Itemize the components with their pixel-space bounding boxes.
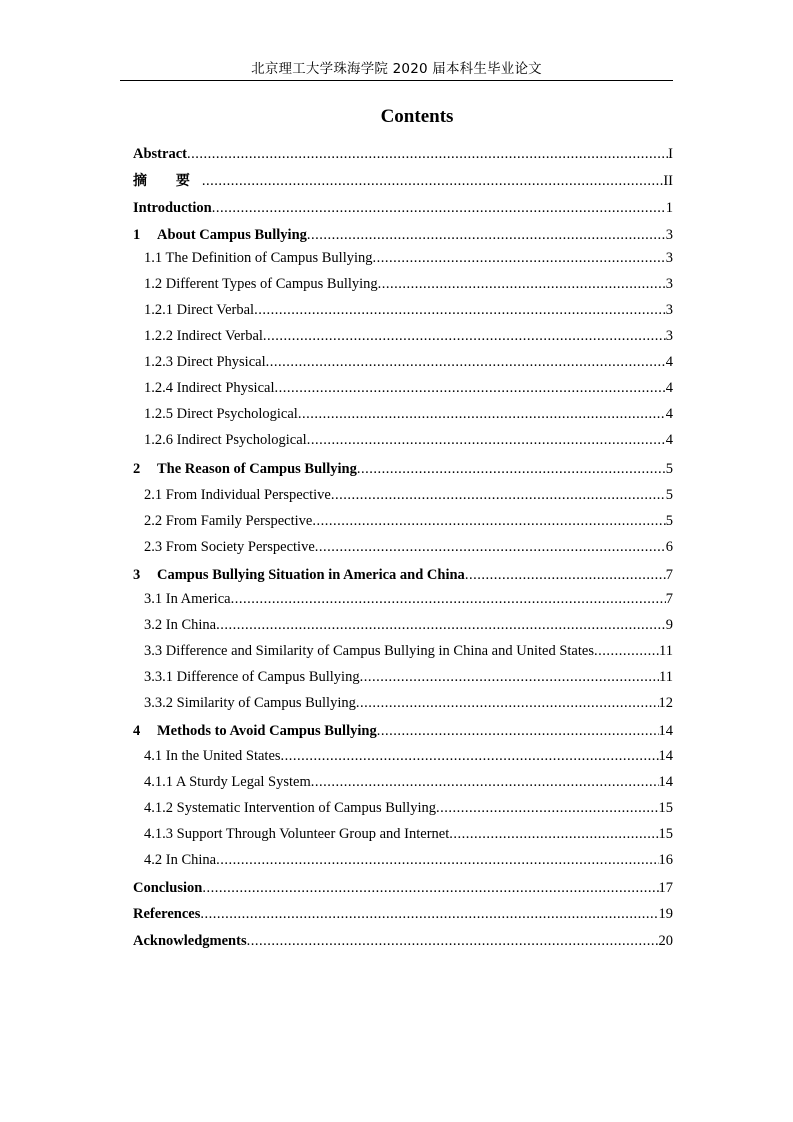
toc-dot-leader (331, 485, 666, 505)
toc-dot-leader (187, 144, 668, 164)
toc-entry-title (133, 904, 200, 924)
toc-entry-text: 1.1 The Definition of Campus Bullying (144, 250, 373, 266)
toc-entry-text: 1.2.4 Indirect Physical (144, 380, 275, 396)
toc-entry-title (144, 378, 274, 398)
toc-entry-title (133, 931, 247, 951)
toc-dot-leader (373, 248, 666, 268)
toc-page-number: 3 (665, 227, 673, 243)
toc-entry-title (133, 459, 357, 479)
toc-entry-text: Acknowledgments (133, 933, 247, 949)
toc-entry[interactable] (144, 589, 673, 609)
toc-entry-title (133, 198, 212, 218)
toc-entry-text: 1.2.6 Indirect Psychological (144, 432, 307, 448)
toc-entry-title (144, 693, 356, 713)
toc-dot-leader (216, 615, 666, 635)
toc-entry-text: 摘 要 (133, 173, 202, 189)
toc-entry[interactable] (133, 225, 673, 245)
toc-entry-title (144, 248, 373, 268)
toc-page-number: 11 (659, 669, 673, 685)
toc-entry[interactable] (133, 878, 673, 898)
toc-entry-text: 1.2.5 Direct Psychological (144, 406, 298, 422)
toc-page-number: 3 (665, 250, 673, 266)
toc-dot-leader (377, 721, 659, 741)
toc-dot-leader (357, 459, 666, 479)
toc-page-number: 7 (665, 567, 673, 583)
toc-page-number: 1 (665, 200, 673, 216)
toc-page-number: 3 (665, 302, 673, 318)
toc-page-number: 16 (658, 852, 673, 868)
toc-entry-text: 1.2 Different Types of Campus Bullying (144, 276, 378, 292)
toc-dot-leader (315, 537, 666, 557)
toc-entry[interactable] (144, 850, 673, 870)
toc-entry[interactable] (133, 721, 673, 741)
toc-entry-title (144, 326, 263, 346)
toc-entry-title (144, 352, 266, 372)
toc-page-number: 4 (665, 354, 673, 370)
toc-entry-title (144, 537, 315, 557)
toc-entry[interactable] (144, 746, 673, 766)
toc-dot-leader (360, 667, 659, 687)
toc-entry[interactable] (133, 904, 673, 924)
toc-dot-leader (436, 798, 659, 818)
toc-entry[interactable] (144, 667, 673, 687)
toc-entry[interactable] (144, 485, 673, 505)
toc-entry[interactable] (144, 824, 673, 844)
toc-dot-leader (231, 589, 666, 609)
toc-entry[interactable] (133, 931, 673, 951)
toc-entry-text: 4.2 In China (144, 852, 217, 868)
toc-entry-text: References (133, 906, 201, 922)
page-title: Contents (380, 106, 454, 127)
toc-entry-text: 1.2.2 Indirect Verbal (144, 328, 263, 344)
toc-page-number: 7 (665, 591, 673, 607)
toc-page-number: 5 (665, 513, 673, 529)
toc-entry-title (144, 300, 254, 320)
toc-entry-title (144, 485, 331, 505)
toc-entry-title (144, 430, 307, 450)
toc-entry-text: 4.1.1 A Sturdy Legal System (144, 774, 311, 790)
toc-page-number: 15 (658, 800, 673, 816)
toc-entry-text: 4.1.2 Systematic Intervention of Campus Bullying (144, 800, 436, 816)
toc-entry-text: Conclusion (133, 880, 203, 896)
toc-dot-leader (312, 511, 665, 531)
toc-page-number: 5 (665, 461, 673, 477)
toc-entry-title (144, 404, 298, 424)
toc-entry[interactable] (144, 615, 673, 635)
toc-dot-leader (307, 225, 666, 245)
toc-page-number: 20 (658, 933, 673, 949)
toc-page-number: II (663, 173, 673, 189)
toc-dot-leader (254, 300, 666, 320)
toc-dot-leader (200, 904, 658, 924)
toc-page-number: 14 (658, 774, 673, 790)
toc-entry[interactable] (144, 430, 673, 450)
toc-entry-title (133, 171, 202, 191)
toc-entry[interactable] (144, 537, 673, 557)
toc-page-number: 3 (665, 328, 673, 344)
toc-page-number: 4 (665, 380, 673, 396)
toc-entry-text: 3.3.1 Difference of Campus Bullying (144, 669, 360, 685)
toc-entry[interactable] (144, 641, 673, 661)
toc-dot-leader (465, 565, 666, 585)
toc-dot-leader (378, 274, 666, 294)
toc-entry-title (133, 721, 377, 741)
toc-entry-text: About Campus Bullying (157, 227, 307, 243)
toc-entry-title (144, 772, 311, 792)
toc-entry-title (144, 667, 360, 687)
toc-entry[interactable] (144, 326, 673, 346)
toc-entry-text: Introduction (133, 200, 212, 216)
toc-dot-leader (274, 378, 665, 398)
toc-entry-title (144, 274, 378, 294)
page-header: 北京理工大学珠海学院 2020 届本科生毕业论文 (251, 61, 542, 77)
toc-entry-text: 1.2.3 Direct Physical (144, 354, 266, 370)
header-rule (120, 80, 673, 81)
toc-dot-leader (212, 198, 666, 218)
toc-entry[interactable] (133, 144, 673, 164)
toc-entry-text: 1.2.1 Direct Verbal (144, 302, 255, 318)
toc-page-number: I (668, 146, 673, 162)
toc-dot-leader (311, 772, 659, 792)
toc-dot-leader (356, 693, 659, 713)
toc-entry-title (144, 824, 449, 844)
toc-entry-title (144, 798, 436, 818)
toc-entry[interactable] (144, 772, 673, 792)
toc-entry-title (144, 511, 312, 531)
toc-entry-title (133, 565, 465, 585)
toc-entry-text: 2.1 From Individual Perspective (144, 487, 331, 503)
toc-dot-leader (594, 641, 659, 661)
toc-dot-leader (298, 404, 666, 424)
toc-entry-text: 2.2 From Family Perspective (144, 513, 313, 529)
toc-entry-title (144, 589, 231, 609)
toc-entry-number: 3 (133, 567, 141, 583)
toc-page-number: 11 (659, 643, 673, 659)
toc-page-number: 15 (658, 826, 673, 842)
toc-page-number: 3 (665, 276, 673, 292)
toc-page-number: 19 (658, 906, 673, 922)
toc-entry-title (144, 746, 281, 766)
toc-entry-text: 3.3 Difference and Similarity of Campus Bullying in China and United States (144, 643, 594, 659)
toc-entry-text: 4.1.3 Support Through Volunteer Group and Internet (144, 826, 450, 842)
toc-entry[interactable] (144, 404, 673, 424)
toc-entry-text: Campus Bullying Situation in America and China (157, 567, 465, 583)
toc-entry-number: 4 (133, 723, 141, 739)
toc-dot-leader (266, 352, 666, 372)
toc-entry[interactable] (144, 798, 673, 818)
toc-entry[interactable] (144, 378, 673, 398)
toc-entry-text: 3.1 In America (144, 591, 231, 607)
toc-entry-title (144, 615, 216, 635)
toc-entry-number: 1 (133, 227, 141, 243)
toc-entry-text: 4.1 In the United States (144, 748, 281, 764)
toc-page-number: 14 (658, 748, 673, 764)
toc-entry[interactable] (144, 352, 673, 372)
toc-entry-text: 2.3 From Society Perspective (144, 539, 315, 555)
toc-entry[interactable] (133, 198, 673, 218)
toc-dot-leader (307, 430, 666, 450)
toc-dot-leader (216, 850, 658, 870)
toc-dot-leader (263, 326, 666, 346)
toc-dot-leader (449, 824, 658, 844)
toc-page-number: 17 (658, 880, 673, 896)
toc-entry-number: 2 (133, 461, 141, 477)
toc-entry-text: Abstract (133, 146, 187, 162)
toc-dot-leader (202, 878, 658, 898)
toc-entry-text: Methods to Avoid Campus Bullying (157, 723, 377, 739)
toc-page-number: 12 (658, 695, 673, 711)
toc-entry-text: 3.3.2 Similarity of Campus Bullying (144, 695, 356, 711)
toc-entry-title (133, 144, 187, 164)
toc-entry[interactable] (133, 459, 673, 479)
toc-entry-title (144, 850, 216, 870)
toc-entry[interactable] (133, 565, 673, 585)
toc-dot-leader (247, 931, 659, 951)
toc-page-number: 6 (665, 539, 673, 555)
toc-entry[interactable] (144, 248, 673, 268)
toc-entry-text: 3.2 In China (144, 617, 217, 633)
toc-page-number: 14 (658, 723, 673, 739)
toc-entry[interactable] (144, 300, 673, 320)
toc-entry-title (133, 878, 202, 898)
toc-entry[interactable] (144, 511, 673, 531)
toc-entry-title (133, 225, 307, 245)
toc-entry-title (144, 641, 594, 661)
toc-dot-leader (281, 746, 659, 766)
toc-page-number: 4 (665, 406, 673, 422)
toc-page-number: 9 (665, 617, 673, 633)
toc-page-number: 4 (665, 432, 673, 448)
toc-entry[interactable] (144, 693, 673, 713)
toc-entry[interactable] (133, 171, 673, 191)
toc-entry[interactable] (144, 274, 673, 294)
toc-entry-text: The Reason of Campus Bullying (157, 461, 357, 477)
toc-dot-leader (202, 171, 663, 191)
toc-page-number: 5 (665, 487, 673, 503)
